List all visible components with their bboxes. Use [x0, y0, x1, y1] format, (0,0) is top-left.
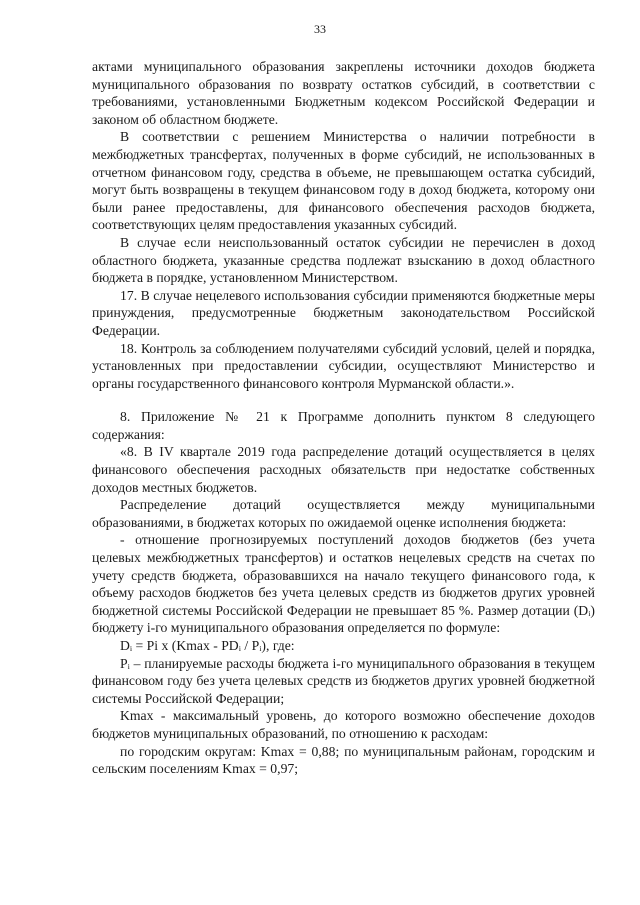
- paragraph: В соответствии с решением Министерства о наличии потребности в межбюджетных трансфертах, полученных в форме субсидий, не использованных в отчетном финансовом году, средства в объеме, не превышающем остатка субсидий, могут быть возвращены в текущем финансовом году в доход бюджета, которому они были ранее предоставлены, для финансового обеспечения расходов бюджета, соответствующих целям предоставления указанных субсидий.: [92, 129, 595, 233]
- paragraph: - отношение прогнозируемых поступлений доходов бюджетов (без учета целевых межбюджетных трансфертов) и остатков нецелевых средств на счетах по учету средств бюджета, образовавшихся на начало текущего финансового года, к объему расходов бюджетов без учета целевых средств из бюджетов других уровней бюджетной системы Российской Федерации не превышает 85 %. Размер дотации (Dᵢ) бюджету i-го муниципального образования определяется по формуле:: [92, 532, 595, 636]
- paragraph: 8. Приложение № 21 к Программе дополнить пунктом 8 следующего содержания:: [92, 409, 595, 442]
- paragraph: Kmax - максимальный уровень, до которого возможно обеспечение доходов бюджетов муниципальных образований, по отношению к расходам:: [92, 708, 595, 741]
- document-body: [92, 58, 595, 778]
- formula: Dᵢ = Pi x (Kmax - PDᵢ / Pᵢ), где:: [120, 638, 295, 653]
- paragraph: 18. Контроль за соблюдением получателями субсидий условий, целей и порядка, установленных при предоставлении субсидии, осуществляют Министерство и органы государственного финансового контроля Мурманской области.».: [92, 340, 595, 391]
- paragraph: Pᵢ – планируемые расходы бюджета i-го муниципального образования в текущем финансовом году без учета целевых средств из бюджетов других уровней бюджетной системы Российской Федерации;: [92, 655, 595, 706]
- paragraph: «8. В IV квартале 2019 года распределение дотаций осуществляется в целях финансового обеспечения расходных обязательств при недостатке собственных доходов местных бюджетов.: [92, 444, 595, 495]
- paragraph-gap: [92, 392, 595, 408]
- page-number: 33: [314, 22, 326, 36]
- paragraph: 17. В случае нецелевого использования субсидии применяются бюджетные меры принуждения, предусмотренные бюджетным законодательством Российской Федерации.: [92, 287, 595, 338]
- paragraph: Распределение дотаций осуществляется между муниципальными образованиями, в бюджетах которых по ожидаемой оценке исполнения бюджета:: [92, 497, 595, 530]
- paragraph: по городским округам: Kmax = 0,88; по муниципальным районам, городским и сельским поселениям Kmax = 0,97;: [92, 743, 595, 777]
- paragraph: актами муниципального образования закреплены источники доходов бюджета муниципального образования по возврату остатков субсидий, в соответствии с требованиями, установленными Бюджетным кодексом Российской Федерации и законом об областном бюджете.: [92, 59, 595, 127]
- paragraph: В случае если неиспользованный остаток субсидии не перечислен в доход областного бюджета, указанные средства подлежат взысканию в доход областного бюджета в порядке, установленном Министерством.: [92, 234, 595, 286]
